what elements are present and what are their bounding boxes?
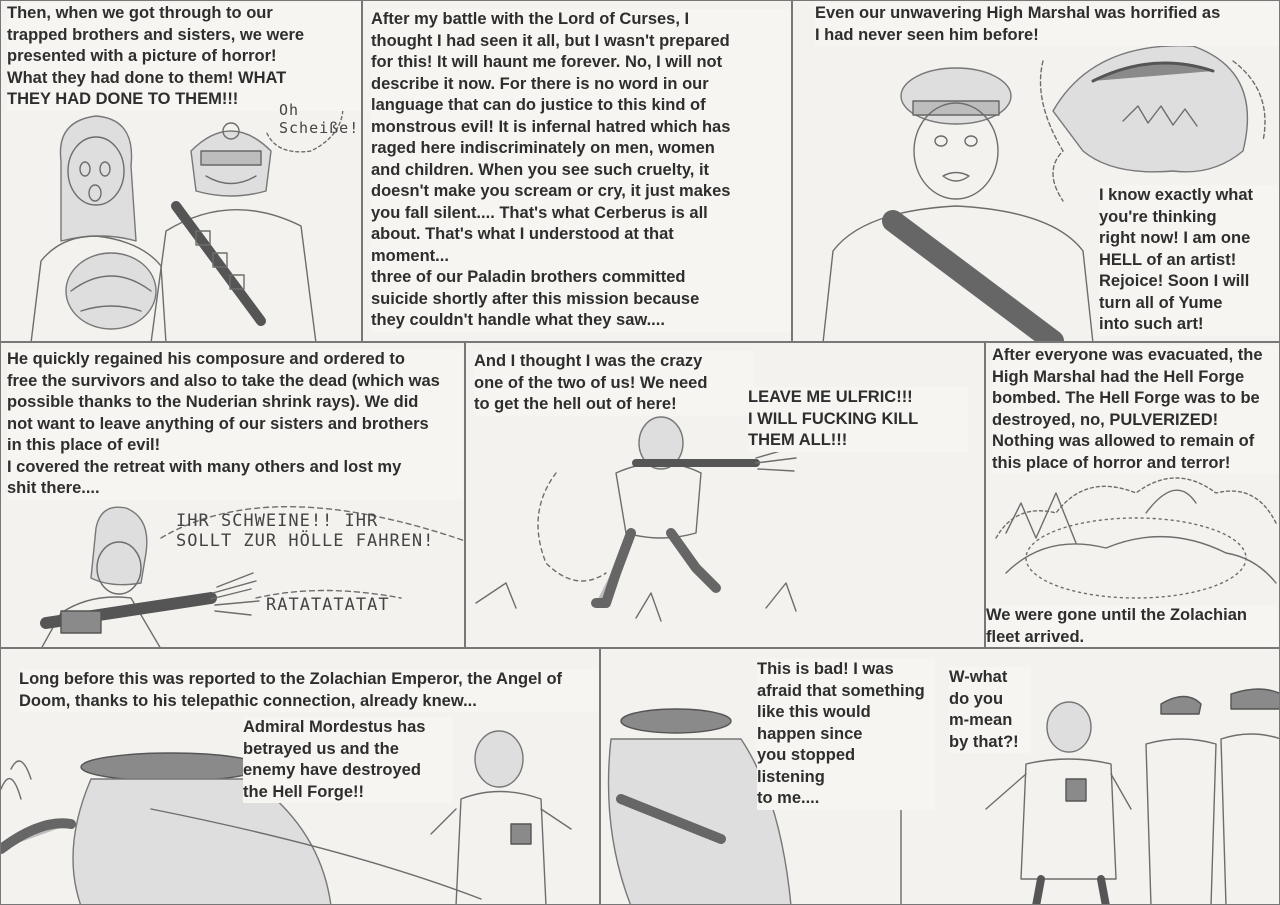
panel-2 — [362, 0, 792, 342]
panel-2-caption: After my battle with the Lord of Curses, I thought I had seen it all, but I wasn't prepared for this! It will haunt me forever. No, I will not describe it now. For there is no word in our language that can do justice to this kind of monstrous evil! It is infernal hatred which has raged here indiscriminately on men, women and children. When you see such cruelty, it doesn't make you scream or cry, it just makes you fall silent.... That's what Cerberus is all about. That's what I understood at that moment... three of our Paladin brothers committed suicide shortly after this mission because they couldn't handle what they saw.... — [371, 9, 791, 332]
panel-6-caption: After everyone was evacuated, the High Marshal had the Hell Forge bombed. The Hell Forge was to be destroyed, no, PULVERIZED! Nothing was allowed to remain of this place of horror and terror! — [992, 345, 1280, 474]
panel-7-caption: Long before this was reported to the Zolachian Emperor, the Angel of Doom, thanks to his telepathic connection, already knew... — [19, 669, 599, 712]
panel-6-caption-2: We were gone until the Zolachian fleet arrived. — [986, 605, 1278, 648]
panel-3-caption: Even our unwavering High Marshal was horrified as I had never seen him before! — [815, 3, 1280, 46]
panel-5-speech-2: LEAVE ME ULFRIC!!! I WILL FUCKING KILL THEM ALL!!! — [748, 387, 968, 452]
panel-1-caption: Then, when we got through to our trapped brothers and sisters, we were presented with a picture of horror! What they had done to them! WHAT THEY HAD DONE TO THEM!!! — [7, 3, 362, 111]
panel-6 — [985, 342, 1280, 648]
panel-4-caption: He quickly regained his composure and ordered to free the survivors and also to take the dead (which was possible thanks to the Nuderian shrink rays). We did not want to leave anything of our sisters and brothers in this place of evil! I covered the retreat with many others and lost my shit there.... — [7, 349, 463, 500]
panel-7 — [0, 648, 600, 905]
panel-7-speech: Admiral Mordestus has betrayed us and the enemy have destroyed the Hell Forge!! — [243, 717, 453, 803]
panel-8-speech-1: This is bad! I was afraid that something like this would happen since you stopped listening to me.... — [757, 659, 935, 810]
panel-8 — [600, 648, 1280, 905]
panel-1 — [0, 0, 362, 342]
panel-5 — [465, 342, 985, 648]
panel-4-sfx: RATATATATAT — [266, 595, 390, 615]
panel-4 — [0, 342, 465, 648]
panel-1-sfx: Oh Scheiße! — [279, 101, 360, 137]
panel-5-speech-1: And I thought I was the crazy one of the two of us! We need to get the hell out of here! — [474, 351, 754, 416]
panel-4-shout: IHR SCHWEINE!! IHR SOLLT ZUR HÖLLE FAHREN! — [176, 511, 435, 551]
panel-3 — [792, 0, 1280, 342]
panel-3-speech: I know exactly what you're thinking right now! I am one HELL of an artist! Rejoice! Soon I will turn all of Yume into such art! — [1099, 185, 1280, 336]
panel-8-speech-2: W-what do you m-mean by that?! — [949, 667, 1031, 753]
panel-8-art — [601, 649, 1280, 905]
